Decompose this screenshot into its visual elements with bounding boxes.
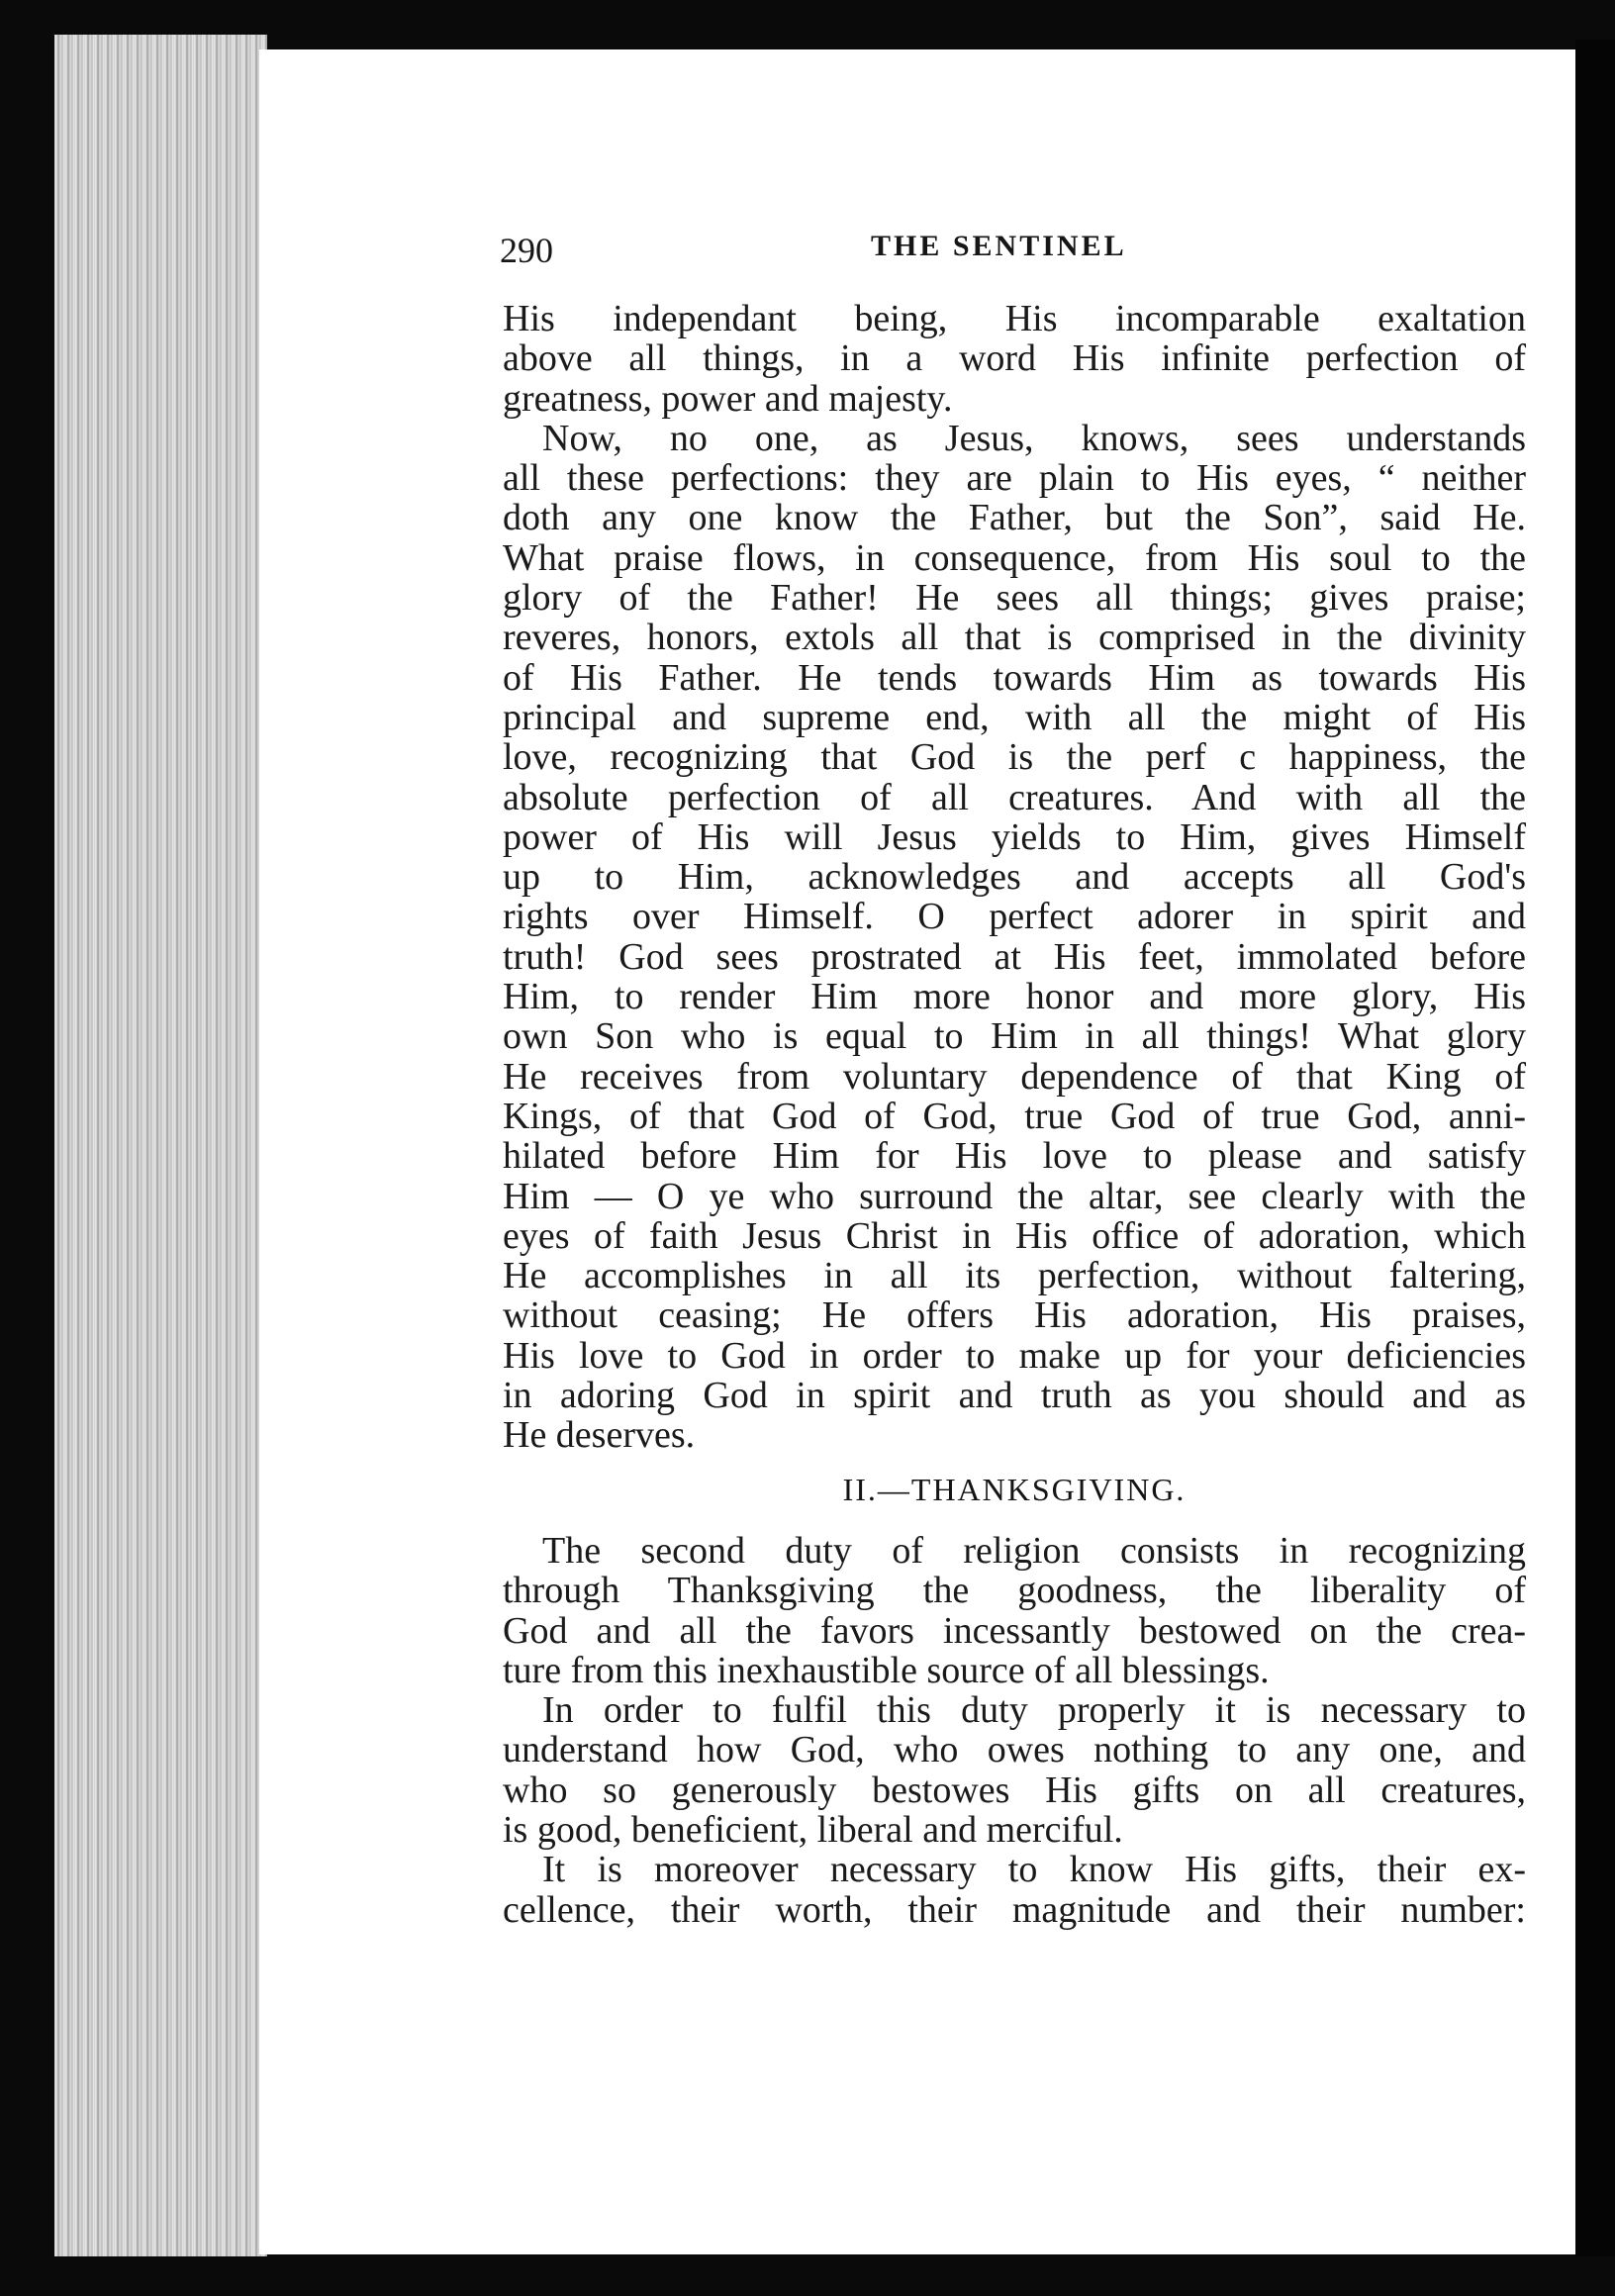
text-line: absolute perfection of all creatures. And with all the xyxy=(503,776,1526,818)
paragraph-5 xyxy=(503,1850,1526,1930)
text-line: is good, beneficient, liberal and merciful. xyxy=(503,1808,1123,1851)
text-line: He accomplishes in all its perfection, without faltering, xyxy=(503,1255,1526,1297)
paragraph-3 xyxy=(503,1531,1526,1690)
text-line: in adoring God in spirit and truth as you should and as xyxy=(503,1375,1526,1417)
text-line: eyes of faith Jesus Christ in His office of adoration, which xyxy=(503,1214,1526,1257)
text-line: rights over Himself. O perfect adorer in spirit and xyxy=(503,896,1526,938)
text-line: love, recognizing that God is the perf c happiness, the xyxy=(503,736,1526,779)
text-line: glory of the Father! He sees all things; gives praise; xyxy=(503,577,1526,620)
text-line: reveres, honors, extols all that is comprised in the divinity xyxy=(503,617,1526,659)
text-line: all these perfections: they are plain to His eyes, “ neither xyxy=(503,457,1526,500)
text-line: power of His will Jesus yields to Him, gives Himself xyxy=(503,815,1526,858)
running-head: THE SENTINEL xyxy=(871,230,1127,262)
text-line: greatness, power and majesty. xyxy=(503,377,953,420)
text-line: above all things, in a word His infinite perfection of xyxy=(503,337,1526,380)
text-line: through Thanksgiving the goodness, the liberality of xyxy=(503,1570,1526,1612)
text-line: cellence, their worth, their magnitude and their number: xyxy=(503,1888,1526,1931)
text-line: Him, to render Him more honor and more glory, His xyxy=(503,976,1526,1018)
text-line: who so generously bestowes His gifts on all creatures, xyxy=(503,1769,1526,1811)
text-line: He receives from voluntary dependence of that King of xyxy=(503,1055,1526,1098)
text-line: understand how God, who owes nothing to any one, and xyxy=(503,1729,1526,1771)
paragraph-4 xyxy=(503,1690,1526,1850)
text-line: up to Him, acknowledges and accepts all God's xyxy=(503,856,1526,899)
paragraph-1 xyxy=(503,299,1526,419)
page-header xyxy=(500,230,1519,269)
text-line: He deserves. xyxy=(503,1414,696,1457)
text-line: of His Father. He tends towards Him as towards His xyxy=(503,656,1526,699)
dark-border xyxy=(1575,40,1615,2256)
text-line: His independant being, His incomparable exaltation xyxy=(503,298,1526,339)
text-line: ture from this inexhaustible source of all blessings. xyxy=(503,1649,1270,1691)
text-line: doth any one know the Father, but the Son”, said He. xyxy=(503,497,1526,539)
body-text xyxy=(503,299,1526,1930)
text-line: hilated before Him for His love to please and satisfy xyxy=(503,1135,1526,1178)
text-line: Now, no one, as Jesus, knows, sees understands xyxy=(542,417,1526,459)
page-number: 290 xyxy=(500,231,553,270)
text-line: Him — O ye who surround the altar, see clearly with the xyxy=(503,1175,1526,1217)
book-page-edges xyxy=(54,35,267,2256)
paragraph-2 xyxy=(503,419,1526,1456)
text-line: God and all the favors incessantly bestowed on the crea- xyxy=(503,1609,1526,1652)
section-heading: II.—THANKSGIVING. xyxy=(842,1471,1187,1507)
text-line: without ceasing; He offers His adoration, His praises, xyxy=(503,1294,1526,1337)
text-line: truth! God sees prostrated at His feet, immolated before xyxy=(503,935,1526,978)
text-line: The second duty of religion consists in recognizing xyxy=(542,1529,1526,1572)
text-line: principal and supreme end, with all the might of His xyxy=(503,696,1526,738)
text-line: own Son who is equal to Him in all things! What glory xyxy=(503,1015,1526,1058)
text-line: His love to God in order to make up for your deficiencies xyxy=(503,1334,1526,1377)
text-line: In order to fulfil this duty properly it is necessary to xyxy=(542,1689,1526,1732)
text-line: Kings, of that God of God, true God of true God, anni- xyxy=(503,1095,1526,1137)
text-line: What praise flows, in consequence, from His soul to the xyxy=(503,536,1526,579)
text-line: It is moreover necessary to know His gifts, their ex- xyxy=(542,1849,1526,1891)
